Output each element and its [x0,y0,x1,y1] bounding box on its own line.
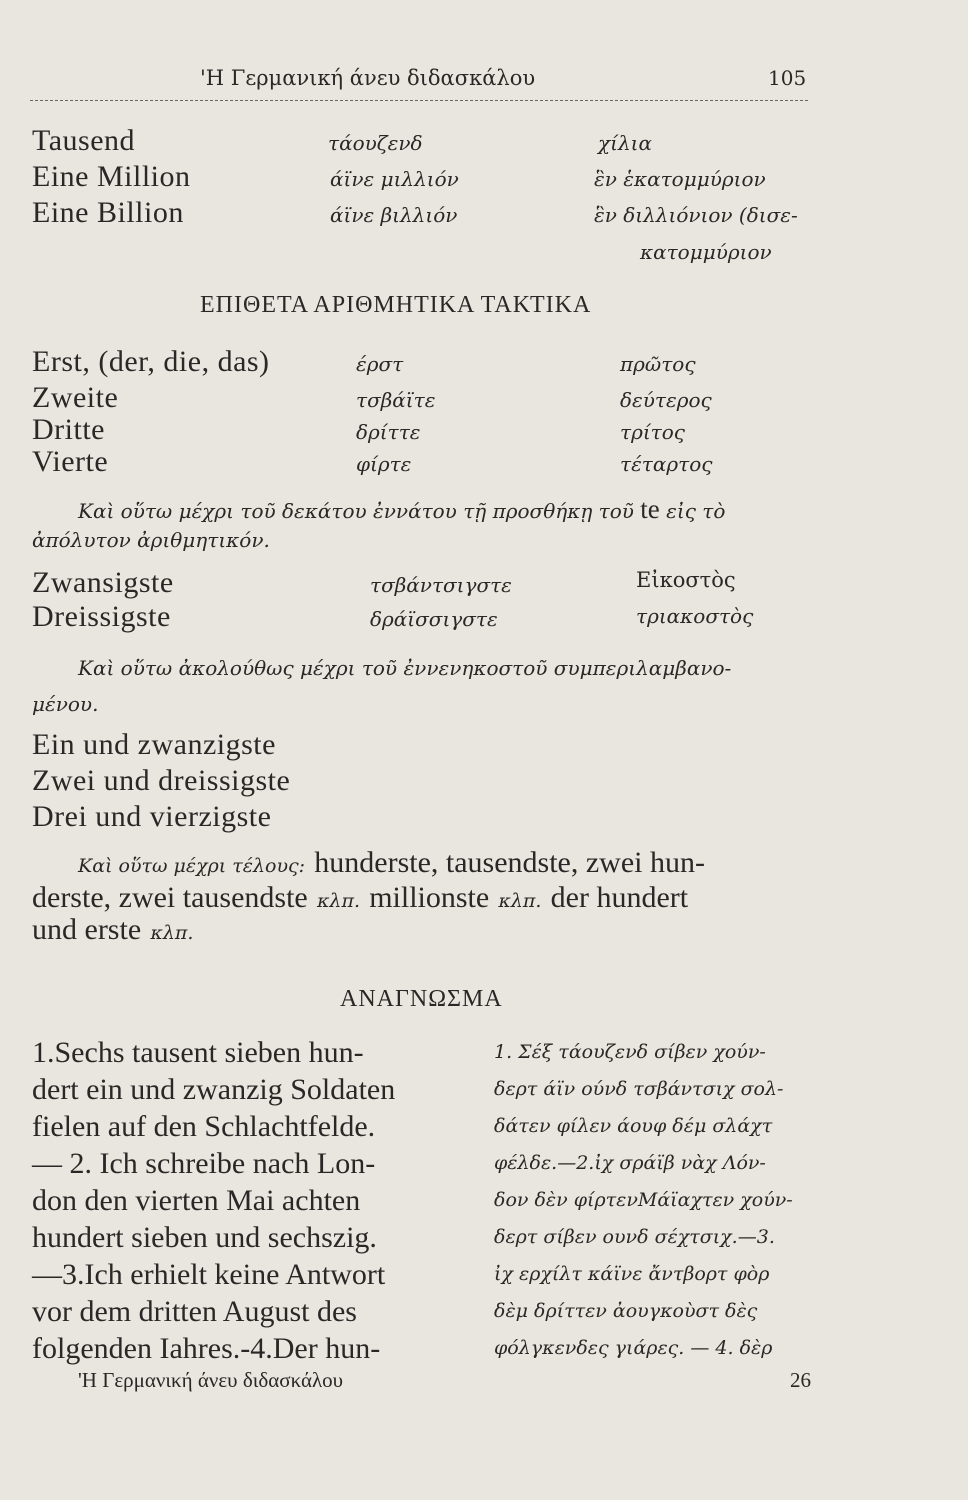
reading-greek-line: δάτεν φίλεν άουφ δέμ σλάχτ [494,1115,773,1137]
reading-german-column [32,1034,395,1367]
number-german-3: Eine Billion [32,196,184,229]
paragraph-3-line-3 [32,912,193,947]
paragraph-3-german-2a: derste, zwei tausendste [32,881,308,914]
number-german-2: Eine Million [32,160,191,193]
ordinal-german-1: Erst, (der, die, das) [32,345,270,378]
paragraph-1-text-a: Καὶ οὕτω μέχρι τοῦ δεκάτου ἐννάτου τῇ προσθήκῃ τοῦ [78,499,634,523]
paragraph-3-german-2c: der hundert [550,881,689,914]
paragraph-3-german-3: und erste [32,913,142,946]
reading-greek-line: 1. Σέξ τάουζενδ σίβεν χούν- [494,1041,766,1063]
reading-german-line: dert ein und zwanzig Soldaten [32,1073,396,1106]
reading-greek-line: δερτ άϊν ούνδ τσβάντσιχ σολ- [494,1078,784,1100]
header-rule [30,100,808,101]
number-pronunciation-3: άϊνε βιλλιόν [330,203,458,227]
ordinal2-greek-2: τριακοστὸς [636,604,754,628]
ordinal2-pronunciation-1: τσβάντσιγστε [370,573,512,597]
ordinal-pronunciation-3: δρίττε [356,420,421,444]
reading-greek-line: δὲμ δρίττεν ἀουγκοὺστ δὲς [494,1300,758,1322]
reading-greek-line: ἰχ ερχίλτ κάϊνε ἄντβορτ φὸρ [494,1263,770,1285]
number-greek-3-continuation: κατομμύριον [640,240,772,264]
compound-2: Zwei und dreissigste [32,764,291,797]
reading-german-line: — 2. Ich schreibe nach Lon- [32,1147,376,1180]
ordinal-german-3: Dritte [32,413,105,446]
ordinal-pronunciation-1: έρστ [356,352,404,376]
paragraph-1-line-2: ἀπόλυτον ἀριθμητικόν. [32,528,270,552]
reading-german-line: fielen auf den Schlachtfelde. [32,1110,376,1143]
running-header-title: 'Η Γερμανική άνευ διδασκάλου [200,66,536,90]
number-greek-1: χίλια [598,131,652,155]
footer-title: 'Η Γερμανική άνευ διδασκάλου [78,1368,344,1392]
paragraph-3-greek-2b: κλπ. [498,890,542,912]
page-number: 105 [768,66,807,90]
ordinal-greek-1: πρῶτος [620,352,696,376]
reading-german-line: don den vierten Mai achten [32,1184,361,1217]
ordinals-heading: ΕΠΙΘΕΤΑ ΑΡΙΘΜΗΤΙΚΑ ΤΑΚΤΙΚΑ [200,292,592,318]
reading-heading: ΑΝΑΓΝΩΣΜΑ [340,986,503,1012]
ordinal2-pronunciation-2: δράϊσσιγστε [370,607,498,631]
paragraph-1-line-1 [78,494,725,525]
reading-german-line: folgenden Iahres.-4.Der hun- [32,1332,381,1365]
reading-greek-column [494,1034,793,1367]
number-pronunciation-2: άϊνε μιλλιόν [330,167,459,191]
ordinal-greek-2: δεύτερος [620,388,712,412]
reading-german-line: vor dem dritten August des [32,1295,357,1328]
footer-signature: 26 [790,1368,811,1392]
paragraph-2-line-2: μένου. [32,692,99,716]
paragraph-2-line-1: Καὶ οὕτω ἀκολούθως μέχρι τοῦ ἐννενηκοστοῦ συμπεριλαμβανο- [78,656,732,680]
ordinal2-german-1: Zwansigste [32,566,174,599]
reading-greek-line: δερτ σίβεν ουνδ σέχτσιχ.—3. [494,1226,775,1248]
ordinal-pronunciation-4: φίρτε [356,452,412,476]
compound-3: Drei und vierzigste [32,800,272,833]
paragraph-3-german-2b: millionste [369,881,490,914]
paragraph-3-line-1 [78,845,705,880]
reading-greek-line: δον δὲν φίρτενΜάϊαχτεν χούν- [494,1189,793,1211]
paragraph-3-greek-1: Καὶ οὕτω μέχρι τέλους: [78,855,306,877]
compound-1: Ein und zwanzigste [32,728,276,761]
paragraph-1-text-c: εἰς τὸ [666,499,726,523]
number-greek-3: ἓν διλλιόνιον (δισε- [594,203,798,227]
number-pronunciation-1: τάουζενδ [328,131,423,155]
paragraph-1-suffix: te [640,494,660,524]
reading-german-line: 1.Sechs tausent sieben hun- [32,1036,364,1069]
paragraph-3-greek-3: κλπ. [150,922,194,944]
paragraph-3-greek-2a: κλπ. [316,890,360,912]
reading-german-line: —3.Ich erhielt keine Antwort [32,1258,386,1291]
ordinal-greek-4: τέταρτος [620,452,713,476]
number-greek-2: ἓν ἑκατομμύριον [594,167,766,191]
reading-greek-line: φόλγκενδες γιάρες. — 4. δὲρ [494,1337,773,1359]
reading-german-line: hundert sieben und sechszig. [32,1221,377,1254]
ordinal2-german-2: Dreissigste [32,600,171,633]
paragraph-3-line-2 [32,880,688,915]
ordinal-pronunciation-2: τσβάϊτε [356,388,436,412]
reading-greek-line: φέλδε.—2.ἰχ σράϊβ νὰχ Λόν- [494,1152,766,1174]
ordinal-german-2: Zweite [32,381,119,414]
number-german-1: Tausend [32,124,136,157]
ordinal2-greek-1: Εἰκοστὸς [636,568,736,592]
ordinal-greek-3: τρίτος [620,420,685,444]
ordinal-german-4: Vierte [32,445,109,478]
paragraph-3-german-1: hunderste, tausendste, zwei hun- [314,846,705,879]
